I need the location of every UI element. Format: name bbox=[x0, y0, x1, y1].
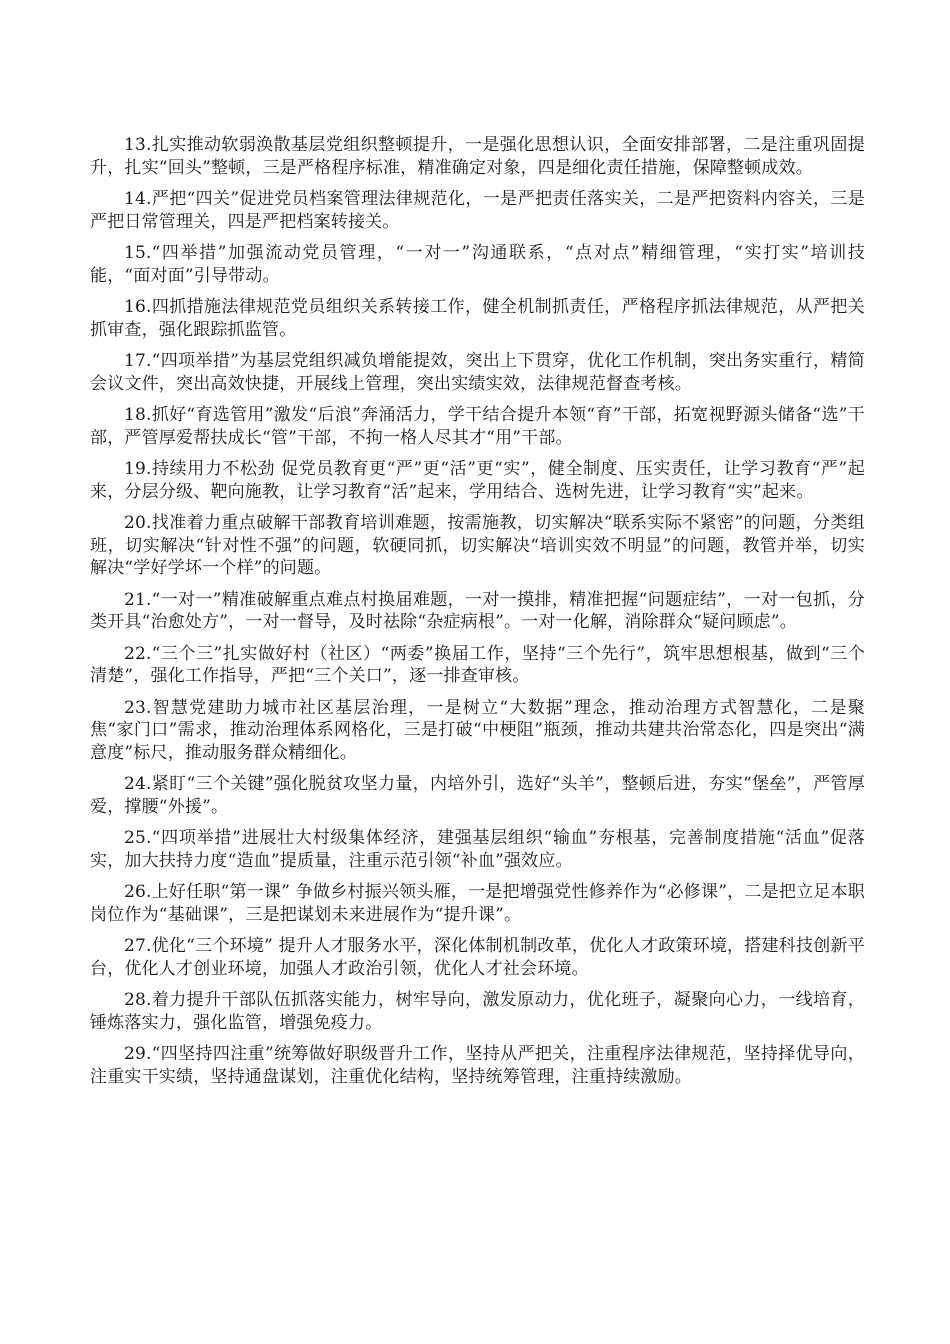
paragraph-29: 29.“四坚持四注重”统筹做好职级晋升工作，坚持从严把关，注重程序法律规范，坚持择优导向，注重实干实绩，坚持通盘谋划，注重优化结构，坚持统筹管理，注重持续激励。 bbox=[90, 1044, 865, 1087]
paragraph-27: 27.优化“三个环境” 提升人才服务水平，深化体制机制改革，优化人才政策环境，搭建科技创新平台，优化人才创业环境，加强人才政治引领，优化人才社会环境。 bbox=[90, 936, 865, 979]
paragraph-28: 28.着力提升干部队伍抓落实能力，树牢导向，激发原动力，优化班子，凝聚向心力，一线培育，锤炼落实力，强化监管，增强免疫力。 bbox=[90, 990, 865, 1033]
paragraph-21: 21.“一对一”精准破解重点难点村换届难题，一对一摸排，精准把握“问题症结”，一对一包抓，分类开具“治愈处方”，一对一督导，及时祛除“杂症病根”。一对一化解，消除群众“疑问顾虑”。 bbox=[90, 589, 865, 632]
paragraph-26: 26.上好任职“第一课” 争做乡村振兴领头雁，一是把增强党性修养作为“必修课”，二是把立足本职岗位作为“基础课”，三是把谋划未来进展作为“提升课”。 bbox=[90, 882, 865, 925]
paragraph-15: 15.“四举措”加强流动党员管理，“一对一”沟通联系，“点对点”精细管理，“实打实”培训技能，“面对面”引导带动。 bbox=[90, 243, 865, 286]
paragraph-19: 19.持续用力不松劲 促党员教育更“严”更“活”更“实”，健全制度、压实责任，让学习教育“严”起来，分层分级、靶向施教，让学习教育“活”起来，学用结合、选树先进，让学习教育“实”起来。 bbox=[90, 459, 865, 502]
paragraph-25: 25.“四项举措”进展壮大村级集体经济，建强基层组织“输血”夯根基，完善制度措施“活血”促落实，加大扶持力度“造血”提质量，注重示范引领“补血”强效应。 bbox=[90, 828, 865, 871]
paragraph-14: 14.严把“四关”促进党员档案管理法律规范化，一是严把责任落实关，二是严把资料内容关，三是严把日常管理关，四是严把档案转接关。 bbox=[90, 189, 865, 232]
paragraph-17: 17.“四项举措”为基层党组织减负增能提效，突出上下贯穿，优化工作机制，突出务实重行，精简会议文件，突出高效快捷，开展线上管理，突出实绩实效，法律规范督查考核。 bbox=[90, 351, 865, 394]
paragraph-18: 18.抓好“育选管用”激发“后浪”奔涌活力，学干结合提升本领“育”干部，拓宽视野源头储备“选”干部，严管厚爱帮扶成长“管”干部，不拘一格人尽其才“用”干部。 bbox=[90, 405, 865, 448]
paragraph-23: 23.智慧党建助力城市社区基层治理，一是树立“大数据”理念，推动治理方式智慧化，二是聚焦“家门口”需求，推动治理体系网格化，三是打破“中梗阻”瓶颈，推动共建共治常态化，四是突出“满意度”标尺，推动服务群众精细化。 bbox=[90, 697, 865, 763]
document-body bbox=[90, 134, 865, 1097]
paragraph-13: 13.扎实推动软弱涣散基层党组织整顿提升，一是强化思想认识，全面安排部署，二是注重巩固提升，扎实“回头”整顿，三是严格程序标准，精准确定对象，四是细化责任措施，保障整顿成效。 bbox=[90, 135, 865, 178]
paragraph-22: 22.“三个三”扎实做好村（社区）“两委”换届工作，坚持“三个先行”，筑牢思想根基，做到“三个清楚”，强化工作指导，严把“三个关口”，逐一排查审核。 bbox=[90, 643, 865, 686]
paragraph-16: 16.四抓措施法律规范党员组织关系转接工作，健全机制抓责任，严格程序抓法律规范，从严把关抓审查，强化跟踪抓监管。 bbox=[90, 297, 865, 340]
paragraph-20: 20.找准着力重点破解干部教育培训难题，按需施教，切实解决“联系实际不紧密”的问题，分类组班，切实解决“针对性不强”的问题，软硬同抓，切实解决“培训实效不明显”的问题，教管并举，切实解决“学好学坏一个样”的问题。 bbox=[90, 513, 865, 578]
paragraph-24: 24.紧盯“三个关键”强化脱贫攻坚力量，内培外引，选好“头羊”，整顿后进，夯实“堡垒”，严管厚爱，撑腰“外援”。 bbox=[90, 774, 865, 817]
